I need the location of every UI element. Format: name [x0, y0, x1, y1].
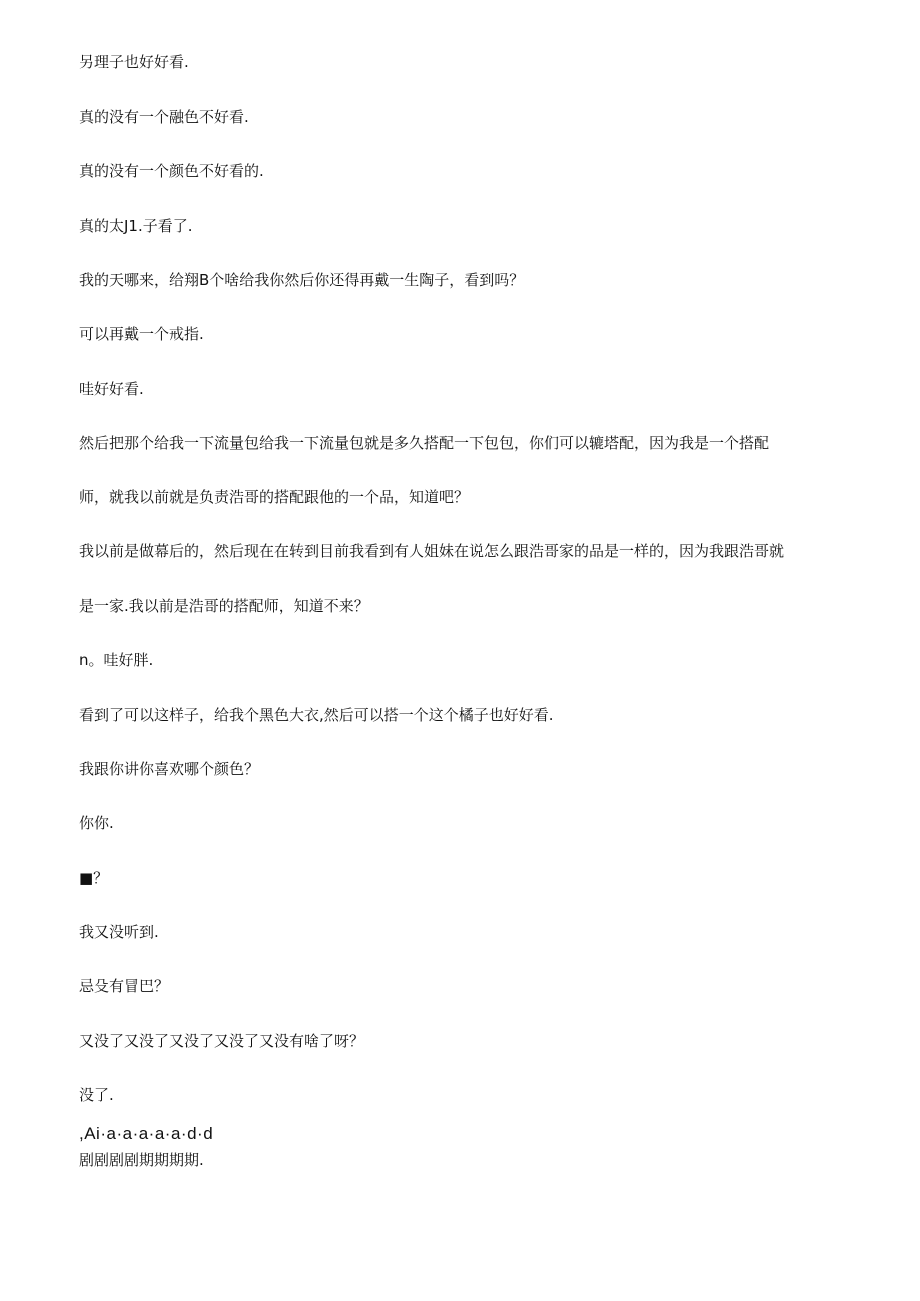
text-line: n。哇好胖. — [79, 651, 154, 669]
text-line: 忌殳有冒巴？ — [79, 977, 170, 995]
text-line: ,Ai·a·a·a·a·a·d·d — [79, 1124, 214, 1143]
text-line: 真的没有一个融色不好看. — [79, 108, 249, 126]
text-line: 没了. — [79, 1086, 114, 1104]
text-line: 另理子也好好看. — [79, 53, 189, 71]
text-line: ■？ — [79, 869, 109, 887]
text-line: 真的没有一个颜色不好看的. — [79, 162, 264, 180]
text-line: 剧剧剧剧期期期期. — [79, 1151, 204, 1169]
text-line: 我以前是做幕后的，然后现在在转到目前我看到有人姐妹在说怎么跟浩哥家的品是一样的，因为我跟浩哥就 — [79, 542, 785, 560]
text-line: 我的天哪来，给翔B个啥给我你然后你还得再戴一生陶子，看到吗？ — [79, 271, 525, 289]
text-line: 你你. — [79, 814, 114, 832]
text-line: 又没了又没了又没了又没了又没有啥了呀？ — [79, 1032, 365, 1050]
text-line: 师，就我以前就是负责浩哥的搭配跟他的一个品，知道吧？ — [79, 488, 470, 506]
text-line: 我又没听到. — [79, 923, 159, 941]
text-line: 可以再戴一个戒指. — [79, 325, 204, 343]
text-line: 是一家.我以前是浩哥的搭配师，知道不来？ — [79, 597, 369, 615]
text-line: 我跟你讲你喜欢哪个颜色？ — [79, 760, 260, 778]
text-line: 哇好好看. — [79, 380, 144, 398]
text-line: 看到了可以这样子，给我个黑色大衣,然后可以搭一个这个橘子也好好看. — [79, 706, 554, 724]
text-line: 然后把那个给我一下流量包给我一下流量包就是多久搭配一下包包，你们可以辘塔配，因为我是一个搭配 — [79, 434, 770, 452]
text-line: 真的太J1.子看了. — [79, 217, 193, 235]
